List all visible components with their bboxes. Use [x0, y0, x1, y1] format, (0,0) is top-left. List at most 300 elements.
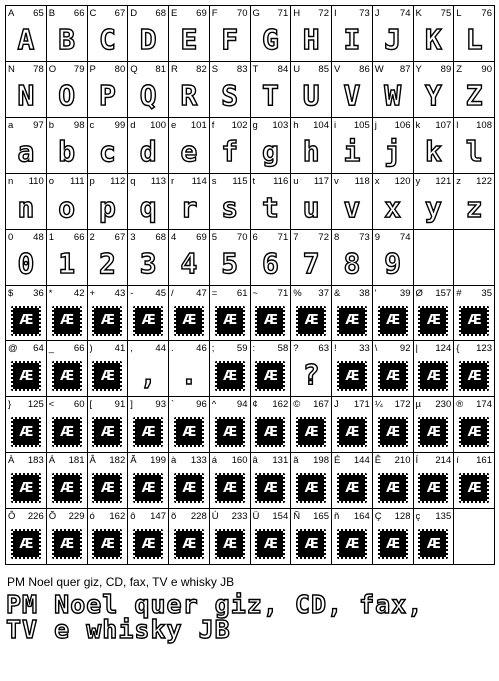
glyph-preview: B	[58, 22, 76, 56]
glyph-cell	[210, 453, 251, 509]
glyph-code: 105	[353, 119, 370, 131]
glyph-label	[253, 232, 289, 243]
glyph-char: t	[252, 175, 256, 187]
missing-glyph-label: Æ	[386, 313, 400, 328]
glyph-char: k	[415, 119, 421, 131]
glyph-label	[212, 511, 248, 522]
glyph-preview: i	[343, 134, 361, 168]
glyph-code: 41	[114, 343, 126, 355]
glyph-cell	[291, 341, 332, 397]
missing-glyph-icon	[461, 363, 487, 389]
missing-glyph-label: Æ	[223, 313, 237, 328]
glyph-char: Í	[415, 455, 419, 467]
glyph-preview: j	[384, 134, 402, 168]
glyph-code: 48	[33, 231, 44, 243]
missing-glyph-label: Æ	[304, 536, 318, 552]
glyph-code: 81	[155, 63, 166, 75]
glyph-cell	[128, 174, 169, 230]
glyph-preview: 2	[98, 246, 116, 280]
glyph-char: .	[171, 343, 174, 355]
glyph-cell	[373, 453, 414, 509]
missing-glyph-icon	[420, 419, 446, 445]
glyph-cell	[373, 509, 414, 565]
glyph-label	[130, 343, 166, 354]
missing-glyph-label: Æ	[19, 424, 33, 440]
missing-glyph-icon	[420, 363, 446, 389]
glyph-char: õ	[171, 511, 177, 523]
glyph-char: Â	[89, 455, 96, 467]
glyph-label	[171, 511, 207, 522]
missing-glyph-label: Æ	[386, 424, 400, 440]
glyph-char: U	[293, 63, 301, 75]
missing-glyph-label: Æ	[263, 424, 277, 440]
glyph-preview: 0	[17, 246, 35, 280]
glyph-label	[90, 511, 126, 522]
glyph-char: b	[48, 119, 55, 131]
glyph-char: 7	[293, 231, 299, 243]
glyph-char: *	[48, 287, 53, 299]
missing-glyph-label: Æ	[426, 480, 440, 496]
glyph-label	[293, 176, 329, 187]
missing-glyph-icon	[257, 531, 283, 557]
glyph-code: 111	[70, 175, 85, 187]
glyph-char: Õ	[48, 511, 57, 523]
glyph-code: 66	[73, 8, 85, 19]
glyph-cell	[414, 286, 455, 342]
missing-glyph-icon	[54, 308, 80, 334]
glyph-cell	[6, 118, 47, 174]
glyph-char: D	[130, 8, 138, 19]
missing-glyph-label: Æ	[60, 480, 74, 496]
glyph-label	[253, 455, 289, 466]
glyph-code: 58	[277, 343, 289, 355]
glyph-code: 45	[155, 287, 166, 299]
glyph-code: 80	[114, 63, 126, 75]
missing-glyph-icon	[298, 308, 324, 334]
glyph-label	[253, 120, 289, 131]
glyph-cell	[47, 62, 88, 118]
glyph-char: ;	[211, 343, 215, 355]
missing-glyph-icon	[217, 475, 243, 501]
glyph-label	[293, 455, 329, 466]
glyph-code: 107	[435, 119, 452, 131]
glyph-char: ®	[456, 399, 464, 411]
glyph-label	[49, 511, 85, 522]
glyph-label	[293, 288, 329, 299]
glyph-char: l	[456, 119, 459, 131]
glyph-code: 70	[236, 231, 248, 243]
glyph-char: E	[171, 8, 178, 19]
glyph-label	[212, 176, 248, 187]
missing-glyph-icon	[94, 308, 120, 334]
glyph-code: 122	[476, 175, 492, 187]
glyph-code: 70	[236, 8, 248, 19]
glyph-cell	[210, 6, 251, 62]
glyph-code: 181	[68, 455, 85, 467]
glyph-code: 199	[150, 455, 166, 467]
glyph-label	[253, 176, 289, 187]
missing-glyph-label: Æ	[345, 536, 359, 552]
glyph-code: 106	[394, 119, 411, 131]
glyph-code: 43	[114, 287, 126, 299]
glyph-cell	[128, 453, 169, 509]
glyph-preview: A	[17, 22, 35, 56]
glyph-cell	[169, 230, 210, 286]
glyph-grid	[5, 5, 495, 565]
glyph-cell	[210, 341, 251, 397]
glyph-label	[130, 455, 166, 466]
sample-text-large-line-1: PM Noel quer giz, CD, fax,	[6, 590, 424, 619]
glyph-cell	[6, 230, 47, 286]
glyph-code: 182	[109, 455, 126, 467]
glyph-cell	[210, 509, 251, 565]
glyph-cell	[414, 509, 455, 565]
glyph-preview: L	[465, 22, 483, 56]
glyph-code: 74	[399, 8, 411, 19]
glyph-label	[212, 232, 248, 243]
glyph-char: I	[334, 8, 337, 19]
glyph-label	[49, 232, 85, 243]
glyph-label	[293, 120, 329, 131]
missing-glyph-icon	[298, 531, 324, 557]
missing-glyph-label: Æ	[426, 368, 440, 384]
glyph-cell	[88, 397, 129, 453]
glyph-char: 2	[89, 231, 95, 243]
glyph-code: 72	[318, 8, 329, 19]
missing-glyph-icon	[298, 475, 324, 501]
glyph-cell	[332, 118, 373, 174]
glyph-label	[416, 176, 452, 187]
glyph-code: 86	[359, 63, 370, 75]
missing-glyph-label: Æ	[141, 536, 155, 552]
glyph-cell	[454, 62, 495, 118]
glyph-cell	[128, 286, 169, 342]
glyph-label	[375, 64, 411, 75]
missing-glyph-label: Æ	[467, 368, 481, 384]
glyph-label	[49, 8, 85, 19]
glyph-preview: v	[343, 190, 361, 224]
missing-glyph-icon	[380, 531, 406, 557]
glyph-code: 131	[272, 455, 289, 467]
glyph-char: Ô	[8, 511, 16, 523]
missing-glyph-icon	[13, 531, 39, 557]
glyph-code: 60	[73, 399, 85, 411]
glyph-code: 210	[394, 455, 411, 467]
glyph-cell	[6, 341, 47, 397]
glyph-preview: D	[139, 22, 157, 56]
glyph-char: '	[374, 287, 377, 299]
glyph-label	[293, 399, 329, 410]
glyph-code: 37	[318, 287, 329, 299]
glyph-label	[456, 455, 492, 466]
glyph-preview: S	[221, 78, 239, 112]
glyph-char: ô	[130, 511, 136, 523]
glyph-cell	[414, 118, 455, 174]
missing-glyph-label: Æ	[100, 536, 114, 552]
glyph-char: ,	[130, 343, 133, 355]
missing-glyph-icon	[13, 475, 39, 501]
glyph-code: 65	[33, 8, 44, 19]
glyph-cell	[414, 174, 455, 230]
missing-glyph-icon	[461, 419, 487, 445]
glyph-label	[90, 343, 126, 354]
glyph-label	[90, 399, 126, 410]
glyph-code: 100	[150, 119, 166, 131]
glyph-code: 116	[273, 175, 289, 187]
glyph-label	[49, 399, 85, 410]
glyph-char: /	[171, 287, 174, 299]
missing-glyph-icon	[135, 531, 161, 557]
glyph-preview: K	[424, 22, 442, 56]
glyph-preview: 4	[180, 246, 198, 280]
glyph-preview: Q	[139, 78, 157, 112]
missing-glyph-icon	[380, 308, 406, 334]
glyph-cell	[128, 341, 169, 397]
glyph-code: 83	[236, 63, 248, 75]
missing-glyph-label: Æ	[263, 480, 277, 496]
glyph-char: 3	[130, 231, 136, 243]
glyph-char: Á	[48, 455, 56, 467]
glyph-cell	[454, 6, 495, 62]
missing-glyph-label: Æ	[345, 313, 359, 328]
glyph-label	[253, 288, 289, 299]
glyph-cell	[454, 174, 495, 230]
glyph-char: @	[8, 343, 18, 355]
missing-glyph-icon	[176, 308, 202, 334]
glyph-cell	[454, 286, 495, 342]
glyph-preview: e	[180, 134, 198, 168]
glyph-code: 160	[231, 455, 248, 467]
glyph-preview: x	[384, 190, 402, 224]
glyph-cell	[169, 509, 210, 565]
glyph-char: 5	[211, 231, 218, 243]
glyph-code: 94	[236, 399, 248, 411]
glyph-code: 98	[73, 119, 85, 131]
glyph-cell	[169, 286, 210, 342]
glyph-char: W	[374, 63, 384, 75]
missing-glyph-label: Æ	[141, 480, 155, 496]
glyph-cell	[291, 6, 332, 62]
glyph-preview: g	[261, 134, 279, 168]
glyph-label	[375, 120, 411, 131]
missing-glyph-label: Æ	[386, 368, 400, 384]
glyph-code: 124	[435, 343, 452, 355]
glyph-preview: V	[343, 78, 361, 112]
glyph-cell	[88, 453, 129, 509]
glyph-char: N	[8, 63, 15, 75]
missing-glyph-label: Æ	[263, 313, 277, 328]
glyph-cell	[414, 397, 455, 453]
glyph-cell	[332, 509, 373, 565]
glyph-code: 36	[33, 287, 44, 299]
missing-glyph-label: Æ	[19, 368, 33, 384]
glyph-code: 67	[114, 8, 126, 19]
glyph-cell	[210, 230, 251, 286]
glyph-preview: z	[465, 190, 483, 224]
glyph-code: 91	[114, 399, 126, 411]
glyph-code: 87	[399, 63, 411, 75]
glyph-preview: f	[221, 134, 239, 168]
glyph-cell	[128, 62, 169, 118]
glyph-char: _	[48, 343, 55, 355]
glyph-preview: R	[180, 78, 198, 112]
glyph-cell	[251, 174, 292, 230]
glyph-code: 68	[155, 231, 166, 243]
glyph-label	[253, 8, 289, 19]
glyph-label	[416, 64, 452, 75]
glyph-label	[416, 455, 452, 466]
glyph-label	[130, 8, 166, 19]
glyph-code: 69	[196, 8, 207, 19]
glyph-label	[212, 399, 248, 410]
glyph-preview: u	[302, 190, 320, 224]
glyph-preview: 7	[302, 246, 320, 280]
glyph-cell	[210, 118, 251, 174]
glyph-label	[212, 455, 248, 466]
glyph-label	[375, 8, 411, 19]
glyph-char: f	[211, 119, 215, 131]
missing-glyph-label: Æ	[304, 480, 318, 496]
glyph-code: 76	[481, 8, 492, 19]
missing-glyph-label: Æ	[263, 368, 277, 384]
glyph-code: 73	[359, 231, 370, 243]
glyph-cell	[88, 118, 129, 174]
glyph-label	[456, 8, 492, 19]
glyph-char: s	[211, 175, 217, 187]
glyph-code: 64	[33, 343, 44, 355]
sample-text-large-line-2: TV e whisky JB	[6, 615, 231, 644]
glyph-preview: Y	[424, 78, 442, 112]
glyph-code: 154	[272, 511, 289, 523]
glyph-label	[8, 343, 44, 354]
glyph-label	[8, 399, 44, 410]
missing-glyph-label: Æ	[141, 313, 155, 328]
glyph-preview: J	[384, 22, 402, 56]
missing-glyph-icon	[54, 419, 80, 445]
glyph-code: 144	[353, 455, 370, 467]
glyph-label	[456, 120, 492, 131]
glyph-char: c	[89, 119, 95, 131]
missing-glyph-icon	[217, 308, 243, 334]
glyph-code: 228	[190, 511, 207, 523]
glyph-label	[49, 64, 85, 75]
glyph-char: ~	[252, 287, 259, 299]
glyph-code: 93	[155, 399, 166, 411]
glyph-label	[130, 64, 166, 75]
glyph-preview: r	[180, 190, 198, 224]
glyph-label	[334, 8, 370, 19]
glyph-preview: k	[424, 134, 442, 168]
glyph-label	[8, 8, 44, 19]
glyph-code: 47	[196, 287, 207, 299]
glyph-label	[8, 120, 44, 131]
glyph-cell	[251, 341, 292, 397]
glyph-cell	[210, 174, 251, 230]
glyph-label	[171, 64, 207, 75]
missing-glyph-icon	[257, 419, 283, 445]
missing-glyph-icon	[420, 531, 446, 557]
glyph-char: á	[211, 455, 218, 467]
glyph-cell	[332, 397, 373, 453]
glyph-code: 46	[196, 343, 207, 355]
glyph-cell	[373, 397, 414, 453]
glyph-code: 214	[435, 455, 452, 467]
glyph-code: 33	[359, 343, 370, 355]
glyph-char: µ	[415, 399, 421, 411]
glyph-cell	[414, 6, 455, 62]
glyph-cell	[332, 286, 373, 342]
missing-glyph-icon	[339, 363, 365, 389]
glyph-label	[49, 343, 85, 354]
glyph-cell	[332, 6, 373, 62]
missing-glyph-label: Æ	[60, 424, 74, 440]
missing-glyph-label: Æ	[223, 368, 237, 384]
glyph-preview: T	[261, 78, 279, 112]
glyph-char: Ñ	[293, 511, 301, 523]
glyph-code: 69	[196, 231, 207, 243]
glyph-label	[375, 176, 411, 187]
glyph-label	[212, 64, 248, 75]
glyph-label	[253, 399, 289, 410]
glyph-label	[171, 288, 207, 299]
glyph-char: i	[334, 119, 337, 131]
glyph-char: V	[334, 63, 341, 75]
glyph-cell	[373, 6, 414, 62]
glyph-code: 172	[394, 399, 411, 411]
glyph-label	[456, 64, 492, 75]
glyph-label	[130, 176, 166, 187]
missing-glyph-icon	[339, 419, 365, 445]
glyph-char: 0	[8, 231, 14, 243]
glyph-cell	[6, 509, 47, 565]
glyph-cell	[373, 286, 414, 342]
glyph-label	[130, 399, 166, 410]
glyph-char: à	[171, 455, 177, 467]
glyph-cell	[291, 174, 332, 230]
glyph-label	[49, 120, 85, 131]
glyph-preview: l	[465, 134, 483, 168]
glyph-char: 4	[171, 231, 177, 243]
glyph-cell	[251, 118, 292, 174]
glyph-char: !	[334, 343, 337, 355]
missing-glyph-icon	[94, 475, 120, 501]
glyph-label	[212, 343, 248, 354]
glyph-code: 92	[399, 343, 411, 355]
missing-glyph-icon	[420, 308, 446, 334]
glyph-cell	[454, 453, 495, 509]
glyph-char: ¼	[374, 399, 383, 411]
glyph-char: Y	[415, 63, 422, 75]
glyph-char: J	[334, 399, 339, 411]
glyph-code: 67	[114, 231, 126, 243]
missing-glyph-label: Æ	[467, 480, 481, 496]
glyph-label	[334, 288, 370, 299]
glyph-preview: 9	[384, 246, 402, 280]
missing-glyph-icon	[135, 419, 161, 445]
missing-glyph-label: Æ	[182, 480, 196, 496]
missing-glyph-label: Æ	[60, 368, 74, 384]
glyph-label	[90, 64, 126, 75]
glyph-code: 226	[27, 511, 44, 523]
missing-glyph-icon	[13, 419, 39, 445]
glyph-code: 125	[27, 399, 44, 411]
glyph-char: 1	[48, 231, 55, 243]
glyph-code: 97	[33, 119, 44, 131]
glyph-cell	[291, 62, 332, 118]
glyph-char: â	[252, 455, 258, 467]
glyph-cell	[454, 397, 495, 453]
missing-glyph-icon	[257, 308, 283, 334]
